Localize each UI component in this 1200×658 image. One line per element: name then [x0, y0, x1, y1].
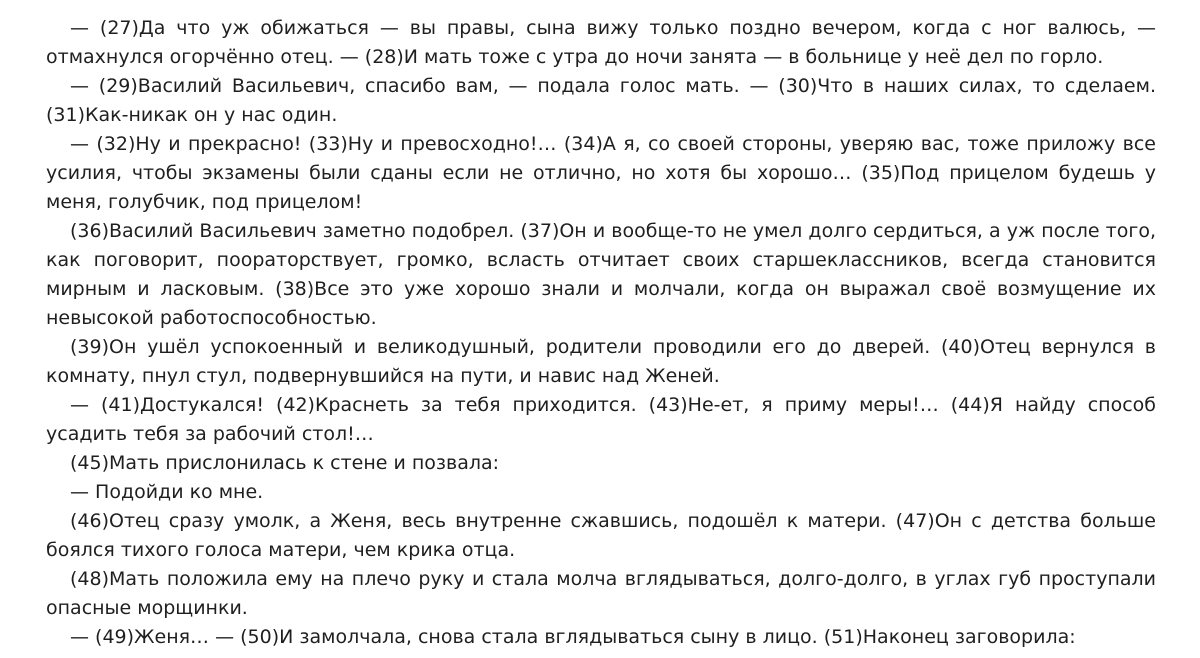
document-text	[46, 14, 1156, 652]
paragraph-48: (48)Мать положила ему на плечо руку и стала молча вглядываться, долго-долго, в углах губ проступали опасные морщинки.	[46, 568, 1156, 619]
paragraph-27-28: — (27)Да что уж обижаться — вы правы, сына вижу только поздно вечером, когда с ног валюсь, — отмахнулся огорчённо отец. — (28)И мать тоже с утра до ночи занята — в больнице у неё дел по горло.	[46, 17, 1156, 68]
paragraph-29-31: — (29)Василий Васильевич, спасибо вам, — подала голос мать. — (30)Что в наших силах, то сделаем. (31)Как-никак он у нас один.	[46, 75, 1156, 126]
paragraph-49-51: — (49)Женя… — (50)И замолчала, снова стала вглядываться сыну в лицо. (51)Наконец заговорила:	[70, 626, 1076, 648]
paragraph-32-35: — (32)Ну и прекрасно! (33)Ну и превосходно!… (34)А я, со своей стороны, уверяю вас, тоже приложу все усилия, чтобы экзамены были сданы если не отлично, но хотя бы хорошо… (35)Под прицелом будешь у меня, голубчик, под прицелом!	[46, 133, 1156, 213]
paragraph-46-47: (46)Отец сразу умолк, а Женя, весь внутренне сжавшись, подошёл к матери. (47)Он с детства больше боялся тихого голоса матери, чем крика отца.	[46, 510, 1156, 561]
paragraph-41-44: — (41)Достукался! (42)Краснеть за тебя приходится. (43)Не-ет, я приму меры!… (44)Я найду способ усадить тебя за рабочий стол!…	[46, 394, 1156, 445]
paragraph-36-38: (36)Василий Васильевич заметно подобрел. (37)Он и вообще-то не умел долго сердиться, а уж после того, как поговорит, поораторствует, громко, всласть отчитает своих старшеклассников, всегда становится мирным и ласковым. (38)Все это уже хорошо знали и молчали, когда он выражал своё возмущение их невысокой работоспособностью.	[46, 220, 1156, 329]
paragraph-39-40: (39)Он ушёл успокоенный и великодушный, родители проводили его до дверей. (40)Отец вернулся в комнату, пнул стул, подвернувшийся на пути, и навис над Женей.	[46, 336, 1156, 387]
paragraph-45: (45)Мать прислонилась к стене и позвала:	[70, 452, 500, 474]
paragraph-dialogue-line: — Подойди ко мне.	[70, 481, 264, 503]
